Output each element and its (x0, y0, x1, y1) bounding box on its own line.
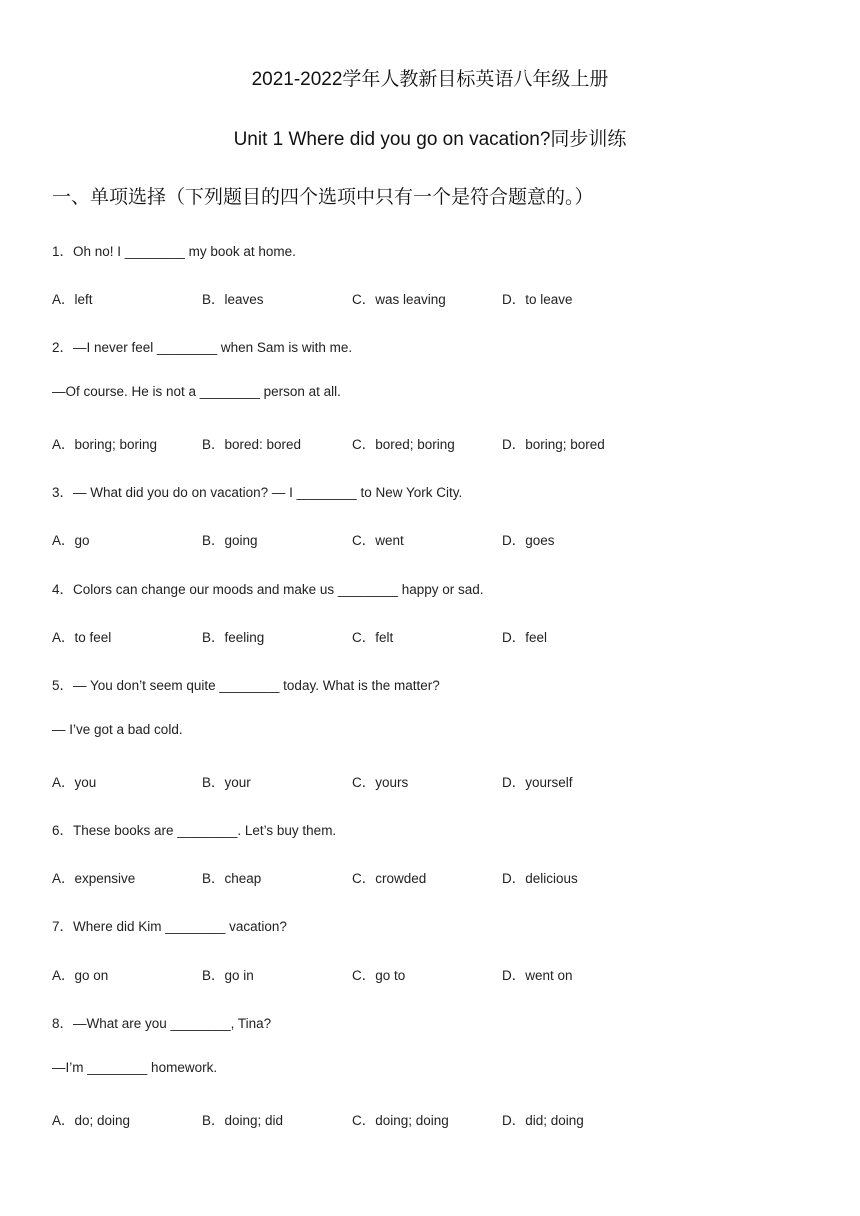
question-5-text-2: — I’ve got a bad cold. (52, 722, 183, 737)
question-4-option-a: A．to feel (52, 630, 112, 645)
question-8-option-a: A．do; doing (52, 1113, 131, 1128)
document-subtitle: Unit 1 Where did you go on vacation?同步训练 (233, 129, 627, 150)
question-8-option-d: D．did; doing (502, 1113, 584, 1128)
question-5-option-a: A．you (52, 775, 97, 790)
question-1-text: 1．Oh no! I ________ my book at home. (52, 244, 296, 259)
question-6-option-c: C．crowded (352, 871, 427, 886)
question-4-option-d: D．feel (502, 630, 548, 645)
question-5-option-d: D．yourself (502, 775, 573, 790)
question-2-option-b: B．bored: bored (202, 437, 302, 452)
question-1-option-a: A．left (52, 292, 93, 307)
question-6-text: 6．These books are ________. Let’s buy them. (52, 823, 337, 838)
question-2-text-2: —Of course. He is not a ________ person at all. (52, 384, 341, 399)
question-2-option-c: C．bored; boring (352, 437, 455, 452)
document-title: 2021-2022学年人教新目标英语八年级上册 (251, 69, 609, 90)
question-7-option-a: A．go on (52, 968, 109, 983)
question-4-text: 4．Colors can change our moods and make us ________ happy or sad. (52, 582, 484, 597)
question-4-option-b: B．feeling (202, 630, 265, 645)
question-7-option-c: C．go to (352, 968, 406, 983)
question-7-option-d: D．went on (502, 968, 573, 983)
question-6-option-a: A．expensive (52, 871, 136, 886)
question-5-text: 5．— You don’t seem quite ________ today. What is the matter? (52, 678, 440, 693)
question-3-option-d: D．goes (502, 533, 555, 548)
question-7-option-b: B．go in (202, 968, 254, 983)
question-1-option-d: D．to leave (502, 292, 573, 307)
question-3-option-a: A．go (52, 533, 90, 548)
question-6-option-d: D．delicious (502, 871, 578, 886)
question-6-option-b: B．cheap (202, 871, 262, 886)
question-1-option-c: C．was leaving (352, 292, 446, 307)
question-4-option-c: C．felt (352, 630, 394, 645)
question-5-option-b: B．your (202, 775, 251, 790)
question-5-option-c: C．yours (352, 775, 409, 790)
question-8-text: 8．—What are you ________, Tina? (52, 1016, 272, 1031)
question-3-option-c: C．went (352, 533, 404, 548)
question-8-text-2: —I’m ________ homework. (52, 1060, 218, 1075)
question-7-text: 7．Where did Kim ________ vacation? (52, 919, 287, 934)
question-2-text: 2．—I never feel ________ when Sam is with me. (52, 340, 353, 355)
question-3-option-b: B．going (202, 533, 258, 548)
question-1-option-b: B．leaves (202, 292, 264, 307)
question-8-option-c: C．doing; doing (352, 1113, 449, 1128)
question-2-option-d: D．boring; bored (502, 437, 605, 452)
section-heading: 一、单项选择（下列题目的四个选项中只有一个是符合题意的。） (52, 187, 594, 208)
question-8-option-b: B．doing; did (202, 1113, 284, 1128)
question-2-option-a: A．boring; boring (52, 437, 158, 452)
question-3-text: 3．— What did you do on vacation? — I ________ to New York City. (52, 485, 463, 500)
